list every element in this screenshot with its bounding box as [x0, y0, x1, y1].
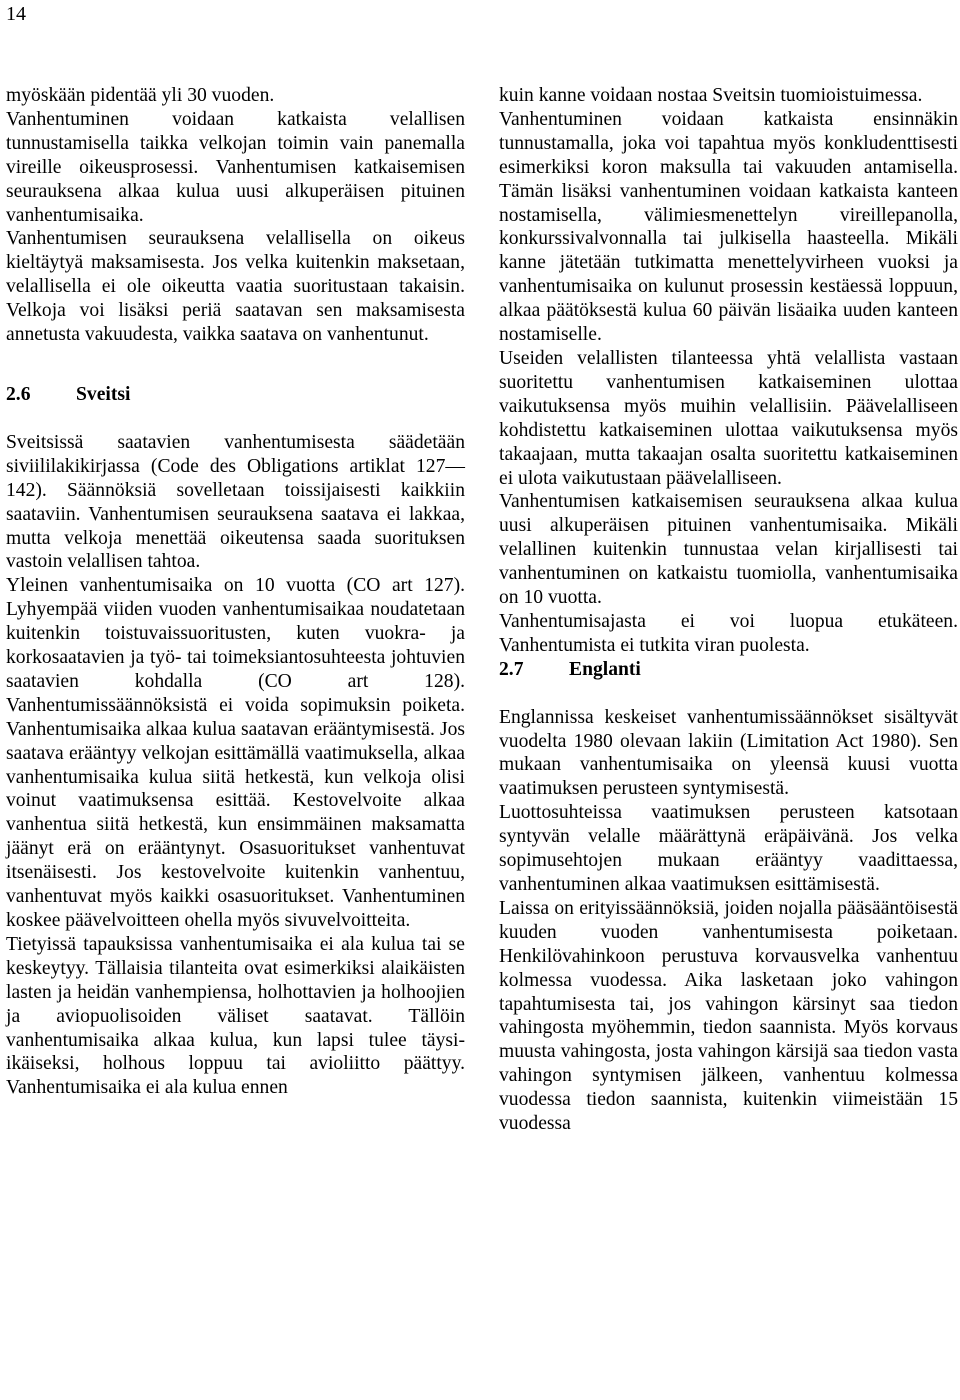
section-title: Englanti	[569, 658, 641, 680]
paragraph: Tietyissä tapauksissa vanhentumisaika ei ala kulua tai se keskeytyy. Tällaisia tilanteita ovat esimerkiksi alaikäisten lasten ja heidän vanhempiensa, holhottavien ja holhoojien ja aviopuolisoiden väliset saatavat. Tällöin vanhentumisaika alkaa kulua, kun lapsi tulee täysi-ikäiseksi, holhous loppuu tai avioliitto päättyy. Vanhentumisaika ei ala kulua ennen	[6, 933, 465, 1099]
left-column	[6, 84, 465, 1100]
paragraph: Englannissa keskeiset vanhentumissäännökset sisältyvät vuodelta 1980 olevaan lakiin (Limitation Act 1980). Sen mukaan vanhentumisaika on yleensä kuusi vuotta vaatimuksen perusteen syntymisestä.	[499, 706, 958, 800]
paragraph: Sveitsissä saatavien vanhentumisesta säädetään siviililakikirjassa (Code des Obligations artiklat 127—142). Säännöksiä sovelletaan toissijaisesti kaikkiin saataviin. Vanhentumisen seurauksena saatava ei lakkaa, mutta velkoja menettää oikeutensa saada suorituksen vastoin velallisen tahtoa.	[6, 431, 465, 573]
paragraph: Vanhentumisen seurauksena velallisella on oikeus kieltäytyä maksamisesta. Jos velka kuitenkin maksetaan, velallisella ei ole oikeutta vaatia suoritustaan takaisin. Velkoja voi lisäksi periä saatavan sen maksamisesta annetusta vakuudesta, vaikka saatava on vanhentunut.	[6, 228, 465, 346]
paragraph: Vanhentumisen katkaisemisen seurauksena alkaa kulua uusi alkuperäisen pituinen vanhentumisaika. Mikäli velallinen kuitenkin tunnustaa velan kirjallisesti tai vanhentuminen on katkaistu tuomiolla, vanhentumisaika on 10 vuotta.	[499, 491, 958, 609]
paragraph: kuin kanne voidaan nostaa Sveitsin tuomioistuimessa.	[499, 85, 923, 106]
paragraph: myöskään pidentää yli 30 vuoden.	[6, 85, 275, 106]
page-number: 14	[6, 3, 26, 25]
section-heading-sveitsi	[6, 383, 465, 407]
paragraph: Yleinen vanhentumisaika on 10 vuotta (CO art 127). Lyhyempää viiden vuoden vanhentumisaikaa noudatetaan kuitenkin toistuvaissuoritusten, kuten vuokra- ja korkosaatavien ja työ- tai toimeksiantosuhteesta johtuvien saatavien kohdalla (CO art 128). Vanhentumissäännöksistä ei voida sopimuksin poiketa. Vanhentumisaika alkaa kulua saatavan erääntymisestä. Jos saatava erääntyy velkojan esittämällä vaatimuksella, alkaa vanhentumisaika kulua siitä hetkestä, kun velkoja olisi voinut vaatimuksensa esittää. Kestovelvoite alkaa vanhentua siitä hetkestä, kun ensimmäinen maksamatta jäänyt erä on erääntynyt. Osasuoritukset vanhentuvat itsenäisesti. Jos kestovelvoite kuitenkin vanhentuu, vanhentuvat myös kaikki osasuoritukset. Vanhentuminen koskee päävelvoitteen ohella myös sivuvelvoitteita.	[6, 575, 465, 931]
section-heading-englanti	[499, 658, 958, 682]
paragraph: Laissa on erityissäännöksiä, joiden nojalla pääsääntöisestä kuuden vuoden vanhentumisesta poiketaan. Henkilövahinkoon perustuva korvausvelka vanhentuu kolmessa vuodessa. Aika lasketaan joko vahingon tapahtumisesta tai, jos vahingon kärsinyt saa tiedon vahingosta myöhemmin, tiedon saannista. Myös korvaus muusta vahingosta, josta vahingon kärsijä saa tiedon vasta vahingon syntymisen jälkeen, vanhentuu kolmessa vuodessa tiedon saannista, kuitenkin viimeistään 15 vuodessa	[499, 897, 958, 1135]
paragraph: Vanhentuminen voidaan katkaista velallisen tunnustamisella taikka velkojan toimin vain panemalla vireille oikeusprosessi. Vanhentumisen katkaisemisen seurauksena alkaa kulua uusi alkuperäisen pituinen vanhentumisaika.	[6, 108, 465, 226]
paragraph: Luottosuhteissa vaatimuksen perusteen katsotaan syntyvän velalle määrättynä eräpäivänä. Jos velka sopimusehtojen mukaan erääntyy vaadittaessa, vanhentuminen alkaa vaatimuksen esittämisestä.	[499, 802, 958, 895]
paragraph: Useiden velallisten tilanteessa yhtä velallista vastaan suoritettu vanhentumisen katkaiseminen ulottaa vaikutuksensa myös muihin velallisiin. Päävelalliseen kohdistettu katkaiseminen ulottaa vaikutuksensa myös takaajaan, mutta takaajan osalta suoritettu katkaiseminen ei ulota vaikutustaan päävelalliseen.	[499, 347, 958, 489]
section-title: Sveitsi	[76, 383, 131, 405]
section-number: 2.6	[6, 383, 31, 405]
paragraph: Vanhentumisajasta ei voi luopua etukäteen. Vanhentumista ei tutkita viran puolesta.	[499, 610, 958, 656]
section-number: 2.7	[499, 658, 524, 680]
paragraph: Vanhentuminen voidaan katkaista ensinnäkin tunnustamalla, joka voi tapahtua myös konkludenttisesti esimerkiksi koron maksulla tai vakuuden antamisella. Tämän lisäksi vanhentuminen voidaan katkaista kanteen nostamisella, välimiesmenettelyn vireillepanolla, konkurssivalvonnalla tai julkisella haasteella. Mikäli kanne jätetään tutkimatta menettelyvirheen vuoksi ja vanhentumisaika on kulunut prosessin kestäessä loppuun, alkaa päätöksestä kulua 60 päivän lisäaika uuden kanteen nostamiselle.	[499, 108, 958, 346]
right-column	[499, 84, 958, 1136]
